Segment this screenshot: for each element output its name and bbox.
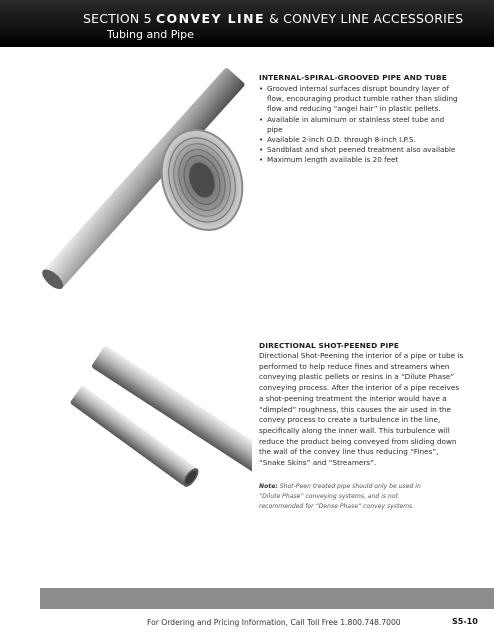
list-item: • Maximum length available is 20 feet <box>259 155 459 165</box>
list-item: • Available 2-inch O.D. through 8-inch I.P.S. <box>259 135 459 145</box>
list-item: • Available in aluminum or stainless steel tube and pipe <box>259 115 459 135</box>
section-bold-title: CONVEY LINE <box>155 11 265 26</box>
shot-peened-section <box>259 341 464 469</box>
section-body: Directional Shot-Peening the interior of a pipe or tube is performed to help reduce fines and streamers when conveying plastic pellets or resins in a “Dilute Phase” conveying process. After the interior of a pipe receives a shot-peening treatment the interior would have a “dimpled” roughness, this causes the air used in the convey process to create a turbulence in the line, specifically along the inner wall. This turbulence will reduce the product being conveyed from sliding down the wall of the convey line thus reducing “Fines”, “Snake Skins” and “Streamers”. <box>259 351 464 468</box>
footer-bar <box>40 588 494 609</box>
spiral-grooved-pipe-image <box>38 60 250 310</box>
section-heading: DIRECTIONAL SHOT-PEENED PIPE <box>259 341 400 350</box>
page-number: S5-10 <box>452 617 478 626</box>
section-prefix: SECTION 5 <box>83 11 156 26</box>
feature-list <box>259 84 459 166</box>
pipe-end-view <box>148 118 250 242</box>
list-item: • Grooved internal surfaces disrupt boundry layer of flow, encouraging product tumble rather than sliding flow and reducing “angel hair” in plastic pellets. <box>259 84 459 115</box>
ordering-info: For Ordering and Pricing Information, Call Toll Free 1.800.748.7000 <box>147 618 401 627</box>
section-suffix: & CONVEY LINE ACCESSORIES <box>264 11 464 26</box>
spiral-grooved-section <box>259 73 459 166</box>
shot-peened-pipes-image <box>40 338 252 518</box>
note-text: Shot-Peen treated pipe should only be used in “Dilute Phase” conveying systems, and is not recommended for “Dense Phase” convey systems. <box>259 483 421 510</box>
shot-peen-note <box>259 482 439 511</box>
section-title <box>83 11 463 26</box>
section-header <box>0 0 494 47</box>
section-subtitle: Tubing and Pipe <box>107 28 194 41</box>
list-item: • Sandblast and shot peened treatment also available <box>259 145 459 155</box>
section-heading: INTERNAL-SPIRAL-GROOVED PIPE AND TUBE <box>259 73 447 82</box>
note-label: Note: <box>259 483 278 490</box>
